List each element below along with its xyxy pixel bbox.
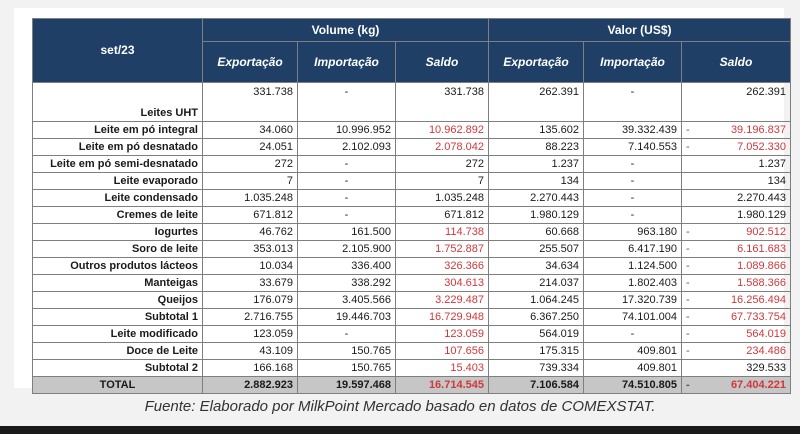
cell-value: 326.366: [444, 259, 484, 272]
table-cell: [396, 207, 489, 224]
table-cell: [203, 360, 298, 377]
column-header: Exportação: [489, 42, 584, 83]
table-cell: [489, 326, 584, 343]
table-cell: [584, 292, 682, 309]
cell-value: 1.064.245: [530, 293, 579, 306]
row-label: Iogurtes: [33, 224, 203, 241]
cell-value: 2.105.900: [342, 242, 391, 255]
table-cell: [584, 343, 682, 360]
table-row: [33, 173, 791, 190]
valor-group-header: Valor (US$): [489, 19, 791, 42]
table-row: [33, 139, 791, 156]
table-cell: [584, 156, 682, 173]
cell-value: -: [630, 86, 635, 98]
cell-value: -: [344, 208, 349, 221]
row-label: Soro de leite: [33, 241, 203, 258]
table-cell: [682, 343, 791, 360]
table-row: [33, 122, 791, 139]
table-cell: [682, 292, 791, 309]
table-cell: [396, 377, 489, 394]
table-cell: [203, 309, 298, 326]
cell-value: 6.417.190: [628, 242, 677, 255]
table-cell: [298, 241, 396, 258]
table-cell: [489, 309, 584, 326]
table-cell: [396, 156, 489, 173]
cell-value: 272: [465, 157, 484, 170]
row-label: Leite em pó semi-desnatado: [33, 156, 203, 173]
cell-value: 336.400: [351, 259, 391, 272]
cell-value: 272: [274, 157, 293, 170]
row-label: Leite modificado: [33, 326, 203, 343]
cell-value: 88.223: [545, 140, 579, 153]
negative-marker: -: [686, 293, 690, 306]
cell-value: 2.078.042: [435, 140, 484, 153]
cell-value: 6.367.250: [530, 310, 579, 323]
row-label: Leite em pó desnatado: [33, 139, 203, 156]
column-header: Saldo: [396, 42, 489, 83]
cell-value: 7.140.553: [628, 140, 677, 153]
cell-value: 564.019: [746, 327, 786, 340]
table-cell: [203, 156, 298, 173]
table-cell: [298, 122, 396, 139]
table-cell: [489, 258, 584, 275]
table-cell: [203, 83, 298, 122]
table-panel: [14, 8, 786, 391]
table-cell: [396, 292, 489, 309]
table-cell: [584, 83, 682, 122]
column-header: Importação: [298, 42, 396, 83]
cell-value: 175.315: [539, 344, 579, 357]
cell-value: 10.996.952: [335, 123, 391, 136]
cell-value: 46.762: [259, 225, 293, 238]
table-cell: [584, 207, 682, 224]
table-cell: [682, 139, 791, 156]
cell-value: 1.802.403: [628, 276, 677, 289]
table-row: [33, 258, 791, 275]
cell-value: 114.738: [445, 225, 484, 238]
table-cell: [489, 156, 584, 173]
table-cell: [396, 309, 489, 326]
row-label: Leites UHT: [33, 83, 203, 122]
table-cell: [396, 83, 489, 122]
table-cell: [489, 292, 584, 309]
cell-value: 1.124.500: [628, 259, 677, 272]
table-cell: [396, 122, 489, 139]
table-row: [33, 156, 791, 173]
cell-value: 1.752.887: [435, 242, 484, 255]
table-row: [33, 224, 791, 241]
cell-value: -: [344, 327, 349, 340]
period-header: set/23: [33, 19, 203, 83]
cell-value: 74.101.004: [621, 310, 677, 323]
cell-value: 2.716.755: [244, 310, 293, 323]
table-cell: [682, 122, 791, 139]
cell-value: 234.486: [746, 344, 786, 357]
cell-value: 7.052.330: [737, 140, 786, 153]
table-cell: [298, 343, 396, 360]
cell-value: 1.980.129: [530, 208, 579, 221]
cell-value: 2.102.093: [342, 140, 391, 153]
cell-value: 338.292: [351, 276, 391, 289]
cell-value: 564.019: [539, 327, 579, 340]
table-cell: [396, 360, 489, 377]
table-cell: [203, 173, 298, 190]
table-cell: [584, 309, 682, 326]
table-cell: [396, 275, 489, 292]
cell-value: 2.882.923: [244, 378, 293, 391]
cell-value: -: [630, 191, 635, 204]
cell-value: 134: [767, 174, 786, 187]
cell-value: 262.391: [746, 86, 786, 98]
cell-value: 39.332.439: [621, 123, 677, 136]
row-label: Outros produtos lácteos: [33, 258, 203, 275]
cell-value: 19.446.703: [335, 310, 391, 323]
negative-marker: -: [686, 259, 690, 272]
table-cell: [203, 241, 298, 258]
table-row: [33, 326, 791, 343]
total-row: [33, 377, 791, 394]
table-cell: [682, 258, 791, 275]
cell-value: 7: [477, 174, 484, 187]
row-label: Queijos: [33, 292, 203, 309]
table-cell: [682, 309, 791, 326]
cell-value: 3.229.487: [435, 293, 484, 306]
cell-value: 67.404.221: [730, 378, 786, 391]
cell-value: 176.079: [253, 293, 293, 306]
cell-value: 15.403: [450, 361, 484, 374]
table-cell: [682, 173, 791, 190]
table-row: [33, 360, 791, 377]
table-cell: [682, 190, 791, 207]
cell-value: 16.714.545: [428, 378, 484, 391]
column-header: Importação: [584, 42, 682, 83]
cell-value: 7.106.584: [530, 378, 579, 391]
cell-value: 67.733.754: [730, 310, 786, 323]
negative-marker: -: [686, 140, 690, 153]
cell-value: 671.812: [444, 208, 484, 221]
cell-value: 107.656: [444, 344, 484, 357]
column-header: Exportação: [203, 42, 298, 83]
cell-value: 123.059: [253, 327, 293, 340]
cell-value: 214.037: [539, 276, 579, 289]
table-cell: [396, 190, 489, 207]
table-cell: [396, 241, 489, 258]
table-cell: [298, 190, 396, 207]
cell-value: 19.597.468: [335, 378, 391, 391]
cell-value: 150.765: [351, 361, 391, 374]
cell-value: -: [344, 86, 349, 98]
table-cell: [682, 241, 791, 258]
cell-value: 161.500: [351, 225, 391, 238]
table-cell: [298, 156, 396, 173]
row-label: Leite em pó integral: [33, 122, 203, 139]
cell-value: 409.801: [637, 361, 677, 374]
table-cell: [298, 207, 396, 224]
table-row: [33, 207, 791, 224]
table-cell: [203, 122, 298, 139]
cell-value: 24.051: [259, 140, 293, 153]
cell-value: 2.270.443: [737, 191, 786, 204]
table-cell: [584, 258, 682, 275]
table-cell: [682, 275, 791, 292]
table-cell: [682, 326, 791, 343]
table-cell: [396, 139, 489, 156]
cell-value: 262.391: [539, 86, 579, 98]
cell-value: -: [344, 191, 349, 204]
table-cell: [298, 139, 396, 156]
table-cell: [298, 275, 396, 292]
table-cell: [298, 224, 396, 241]
table-cell: [489, 360, 584, 377]
cell-value: 166.168: [253, 361, 293, 374]
cell-value: 16.256.494: [730, 293, 786, 306]
cell-value: 1.089.866: [737, 259, 786, 272]
source-caption: Fuente: Elaborado por MilkPoint Mercado basado en datos de COMEXSTAT.: [144, 398, 656, 415]
cell-value: 1.980.129: [737, 208, 786, 221]
negative-marker: -: [686, 344, 690, 357]
table-cell: [682, 156, 791, 173]
table-cell: [396, 326, 489, 343]
table-cell: [203, 326, 298, 343]
negative-marker: -: [686, 327, 690, 340]
row-label: Subtotal 1: [33, 309, 203, 326]
table-cell: [203, 377, 298, 394]
row-label: Doce de Leite: [33, 343, 203, 360]
negative-marker: -: [686, 225, 690, 238]
cell-value: 3.405.566: [342, 293, 391, 306]
table-cell: [682, 224, 791, 241]
cell-value: -: [344, 174, 349, 187]
cell-value: 34.634: [545, 259, 579, 272]
table-cell: [489, 343, 584, 360]
table-cell: [489, 241, 584, 258]
table-row: [33, 343, 791, 360]
table-cell: [682, 360, 791, 377]
cell-value: 1.237: [758, 157, 786, 170]
table-cell: [298, 83, 396, 122]
table-body: [33, 83, 791, 394]
cell-value: 409.801: [637, 344, 677, 357]
negative-marker: -: [686, 123, 690, 136]
cell-value: 1.035.248: [435, 191, 484, 204]
table-row: [33, 292, 791, 309]
cell-value: 43.109: [259, 344, 293, 357]
cell-value: 353.013: [253, 242, 293, 255]
table-cell: [682, 377, 791, 394]
table-cell: [298, 326, 396, 343]
cell-value: 963.180: [637, 225, 677, 238]
table-cell: [298, 173, 396, 190]
negative-marker: -: [686, 242, 690, 255]
cell-value: 16.729.948: [428, 310, 484, 323]
table-cell: [489, 173, 584, 190]
table-row: [33, 241, 791, 258]
table-cell: [489, 377, 584, 394]
table-cell: [203, 292, 298, 309]
table-cell: [396, 258, 489, 275]
table-cell: [203, 275, 298, 292]
row-label: Subtotal 2: [33, 360, 203, 377]
table-cell: [584, 377, 682, 394]
cell-value: 329.533: [746, 361, 786, 374]
table-cell: [203, 139, 298, 156]
row-label: Cremes de leite: [33, 207, 203, 224]
table-cell: [489, 139, 584, 156]
cell-value: 304.613: [444, 276, 484, 289]
table-cell: [584, 224, 682, 241]
table-cell: [203, 224, 298, 241]
cell-value: 2.270.443: [530, 191, 579, 204]
cell-value: -: [630, 174, 635, 187]
cell-value: 10.034: [259, 259, 293, 272]
cell-value: -: [344, 157, 349, 170]
table-cell: [584, 173, 682, 190]
cell-value: 1.035.248: [244, 191, 293, 204]
negative-marker: -: [686, 378, 690, 391]
table-cell: [203, 207, 298, 224]
table-cell: [489, 122, 584, 139]
dairy-trade-table: [32, 18, 791, 394]
table-cell: [489, 207, 584, 224]
table-cell: [298, 292, 396, 309]
cell-value: 7: [286, 174, 293, 187]
cell-value: 6.161.683: [737, 242, 786, 255]
table-cell: [584, 326, 682, 343]
cell-value: 902.512: [746, 225, 786, 238]
volume-group-header: Volume (kg): [203, 19, 489, 42]
table-row: [33, 190, 791, 207]
column-header: Saldo: [682, 42, 791, 83]
cell-value: 134: [560, 174, 579, 187]
table-cell: [203, 343, 298, 360]
cell-value: 331.738: [444, 86, 484, 98]
cell-value: 331.738: [253, 86, 293, 98]
table-cell: [584, 241, 682, 258]
negative-marker: -: [686, 276, 690, 289]
cell-value: 135.602: [539, 123, 579, 136]
cell-value: 10.962.892: [428, 123, 484, 136]
cell-value: 150.765: [351, 344, 391, 357]
cell-value: 255.507: [539, 242, 579, 255]
table-cell: [489, 224, 584, 241]
table-row: [33, 309, 791, 326]
table-cell: [298, 360, 396, 377]
cell-value: 60.668: [545, 225, 579, 238]
table-cell: [584, 275, 682, 292]
cell-value: -: [630, 157, 635, 170]
cell-value: 74.510.805: [621, 378, 677, 391]
cell-value: 671.812: [253, 208, 293, 221]
row-label: TOTAL: [33, 377, 203, 394]
table-cell: [396, 224, 489, 241]
negative-marker: -: [686, 310, 690, 323]
cell-value: 123.059: [444, 327, 484, 340]
cell-value: -: [630, 208, 635, 221]
table-cell: [682, 83, 791, 122]
table-cell: [396, 173, 489, 190]
table-row: [33, 83, 791, 122]
table-cell: [584, 122, 682, 139]
table-cell: [298, 309, 396, 326]
table-cell: [298, 258, 396, 275]
table-cell: [584, 190, 682, 207]
table-cell: [682, 207, 791, 224]
table-cell: [298, 377, 396, 394]
cell-value: 39.196.837: [730, 123, 786, 136]
table-cell: [203, 190, 298, 207]
table-cell: [489, 83, 584, 122]
table-cell: [203, 258, 298, 275]
cell-value: 17.320.739: [621, 293, 677, 306]
row-label: Leite condensado: [33, 190, 203, 207]
table-cell: [396, 343, 489, 360]
table-row: [33, 275, 791, 292]
cell-value: 34.060: [259, 123, 293, 136]
row-label: Manteigas: [33, 275, 203, 292]
table-cell: [584, 360, 682, 377]
table-cell: [489, 190, 584, 207]
cell-value: 1.588.366: [737, 276, 786, 289]
cell-value: 1.237: [551, 157, 579, 170]
table-cell: [584, 139, 682, 156]
bottom-border: [0, 426, 800, 434]
cell-value: 739.334: [539, 361, 579, 374]
cell-value: -: [630, 327, 635, 340]
row-label: Leite evaporado: [33, 173, 203, 190]
table-cell: [489, 275, 584, 292]
cell-value: 33.679: [259, 276, 293, 289]
